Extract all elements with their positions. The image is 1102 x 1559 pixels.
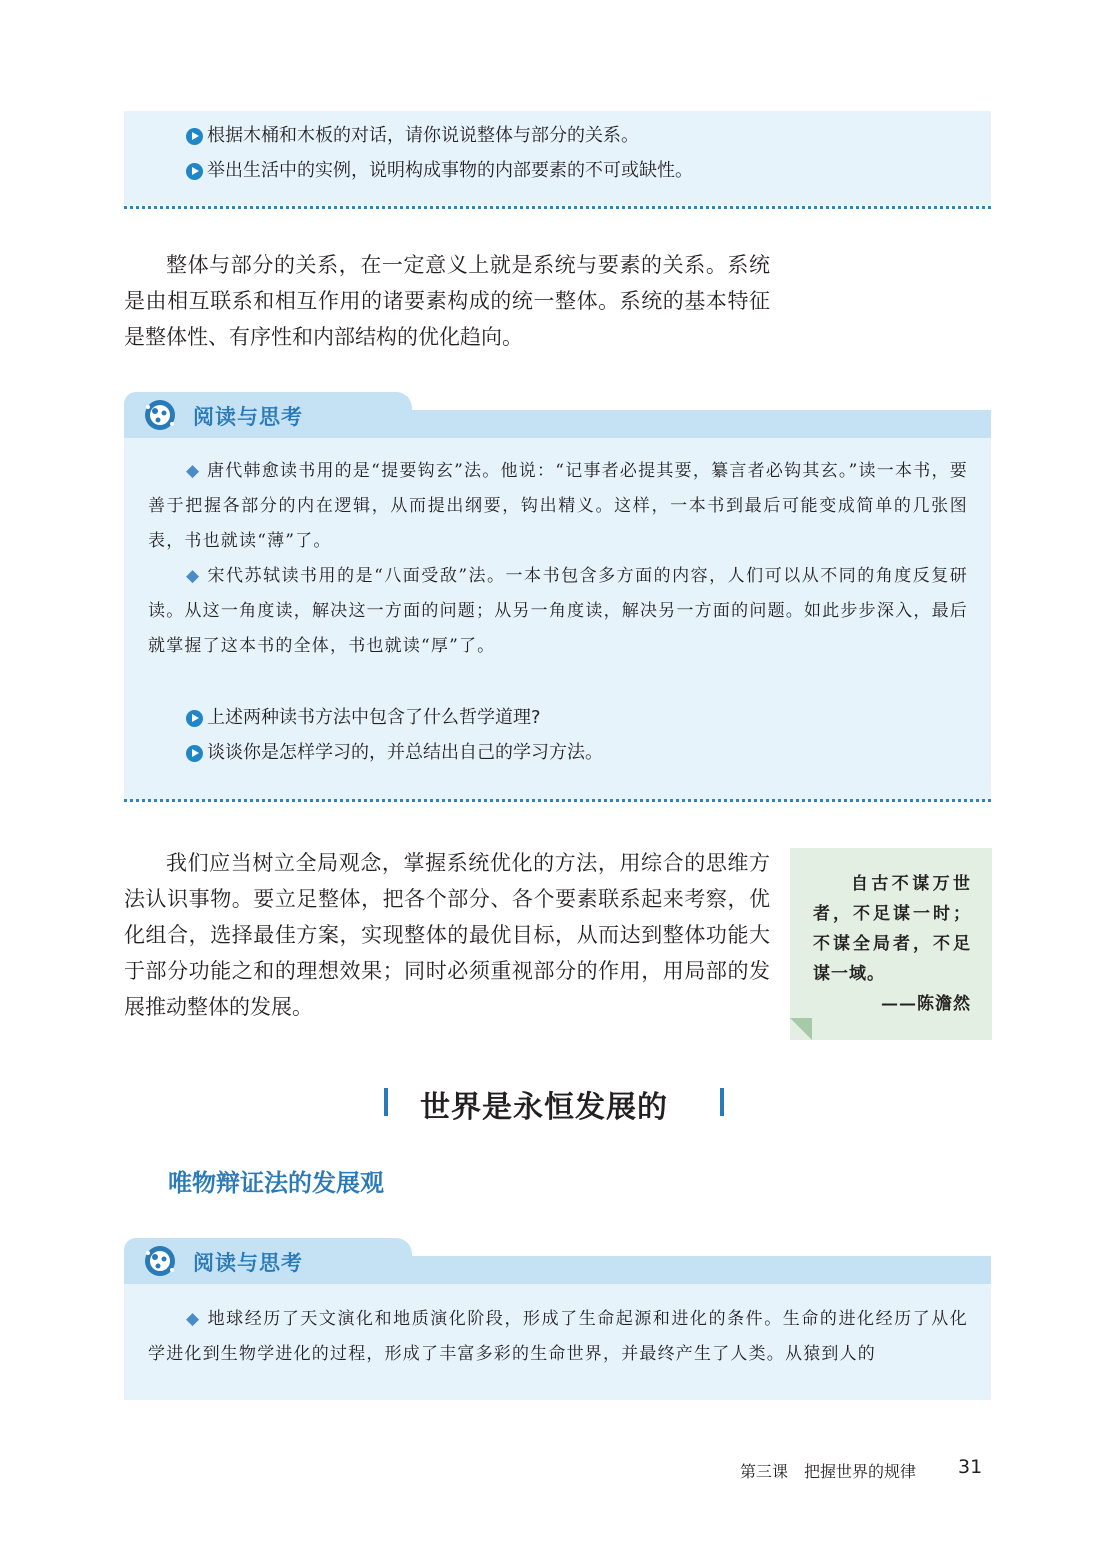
question-text: 举出生活中的实例，说明构成事物的内部要素的不可或缺性。 — [207, 160, 693, 181]
body-paragraph: 我们应当树立全局观念，掌握系统优化的方法，用综合的思维方法认识事物。要立足整体，把各个部分、各个要素联系起来考察，优化组合，选择最佳方案，实现整体的最优目标，从而达到整体功能大于部分功能之和的理想效果；同时必须重视部分的作用，用局部的发展推动整体的发展。 — [124, 851, 770, 1019]
question-item — [186, 740, 603, 766]
page-number: 31 — [958, 1456, 983, 1478]
question-item — [186, 705, 541, 731]
section-title: 世界是永恒发展的 — [420, 1090, 668, 1125]
reading-paragraph — [148, 454, 968, 559]
reading-header-title: 阅读与思考 — [193, 1251, 303, 1275]
subsection-title: 唯物辩证法的发展观 — [168, 1168, 384, 1197]
reading-paragraph — [148, 1302, 968, 1372]
reading-book-icon — [143, 398, 177, 432]
section-bar-right — [720, 1088, 724, 1116]
dotted-divider — [124, 799, 991, 802]
section-bar-left — [384, 1088, 388, 1116]
question-text: 根据木桶和木板的对话，请你说说整体与部分的关系。 — [207, 125, 639, 146]
question-item — [186, 123, 639, 149]
footer-chapter: 第三课 把握世界的规律 — [740, 1462, 917, 1481]
diamond-bullet-icon: ◆ — [186, 1309, 208, 1329]
diamond-bullet-icon: ◆ — [186, 566, 208, 586]
reading-text: 唐代韩愈读书用的是“提要钩玄”法。他说：“记事者必提其要，纂言者必钩其玄。”读一本书，要善于把握各部分的内在逻辑，从而提出纲要，钩出精义。这样，一本书到最后可能变成简单的几张图表，书也就读“薄”了。 — [148, 461, 968, 551]
body-paragraph: 整体与部分的关系，在一定意义上就是系统与要素的关系。系统是由相互联系和相互作用的诸要素构成的统一整体。系统的基本特征是整体性、有序性和内部结构的优化趋向。 — [124, 253, 770, 349]
page-fold-corner — [790, 1018, 812, 1040]
quote-author: ——陈澹然 — [881, 994, 971, 1014]
dotted-divider — [124, 206, 991, 209]
reading-text: 宋代苏轼读书用的是“八面受敌”法。一本书包含多方面的内容，人们可以从不同的角度反复研读。从这一角度读，解决这一方面的问题；从另一角度读，解决另一方面的问题。如此步步深入，最后就掌握了这本书的全体，书也就读“厚”了。 — [148, 566, 968, 656]
question-text: 上述两种读书方法中包含了什么哲学道理? — [207, 707, 541, 728]
reading-book-icon — [143, 1244, 177, 1278]
reading-text: 地球经历了天文演化和地质演化阶段，形成了生命起源和进化的条件。生命的进化经历了从化学进化到生物学进化的过程，形成了丰富多彩的生命世界，并最终产生了人类。从猿到人的 — [148, 1309, 968, 1364]
play-bullet-icon — [186, 128, 203, 145]
play-bullet-icon — [186, 745, 203, 762]
quote-text: 自古不谋万世者，不足谋一时；不谋全局者，不足谋一域。 — [813, 874, 971, 984]
diamond-bullet-icon: ◆ — [186, 461, 207, 481]
question-text: 谈谈你是怎样学习的，并总结出自己的学习方法。 — [207, 742, 603, 763]
play-bullet-icon — [186, 163, 203, 180]
play-bullet-icon — [186, 710, 203, 727]
question-item — [186, 158, 693, 184]
reading-header-title: 阅读与思考 — [193, 405, 303, 429]
reading-paragraph — [148, 559, 968, 664]
